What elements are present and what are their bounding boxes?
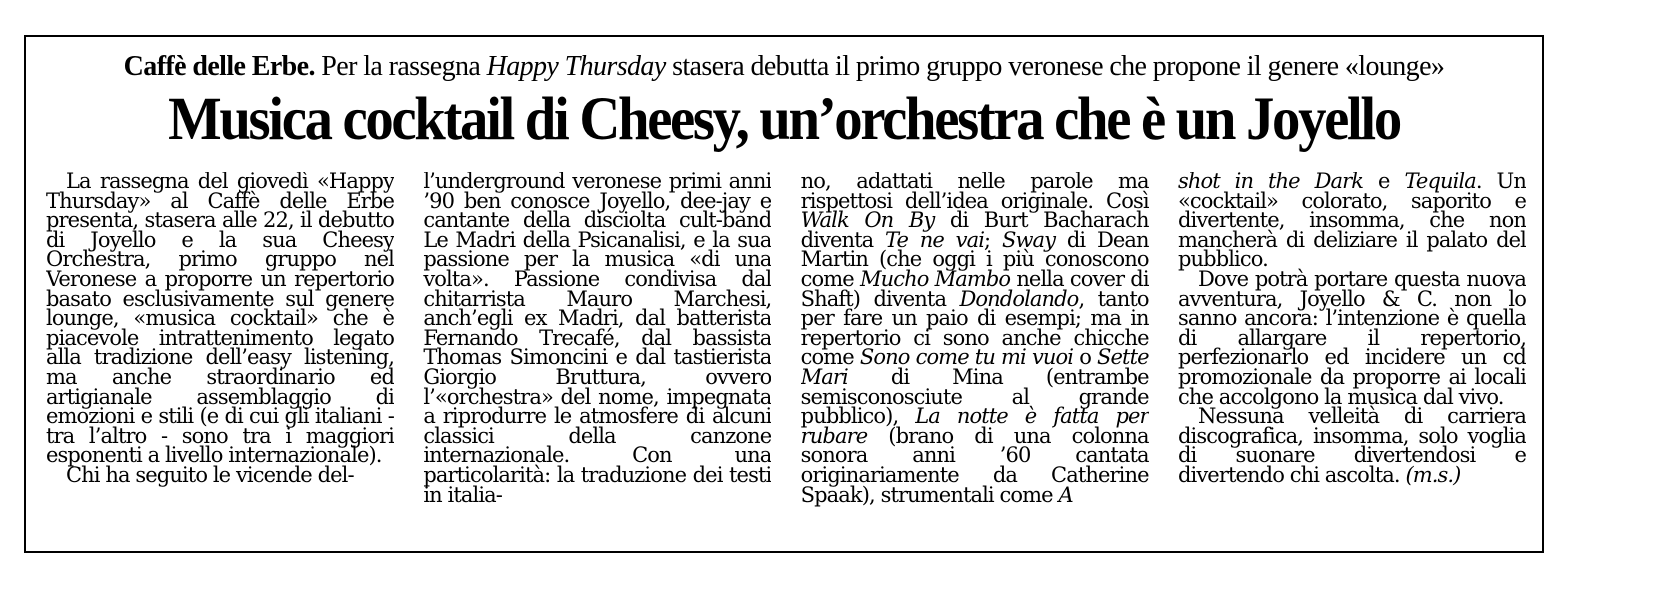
paragraph: l’underground veronese primi anni ’90 ben conosce Joyello, dee-jay e cantante della disciolta cult-band Le Madri della Psicanalisi, e la sua passione per la musica «di una volta». Passione condivisa dal chitarrista Mauro Marchesi, anch’egli ex Madri, dal batterista Fernando Trecafé, dal bassista Thomas Simoncini e dal tastierista Giorgio Bruttura, ovvero l’«orchestra» del nome, impegnata a riprodurre le atmosfere di alcuni classici della canzone internazionale. Con una particolarità: la traduzione dei testi in italia-: [423, 172, 772, 507]
author-initials: (m.s.): [1405, 462, 1461, 487]
paragraph: Chi ha seguito le vicende del-: [66, 462, 354, 487]
kicker-series-title: Happy Thursday: [486, 51, 666, 82]
paragraph: Nessuna velleità di carriera discografica, insomma, solo voglia di suonare divertendosi e divertendo chi ascolta. (m.s.): [1177, 404, 1526, 487]
paragraph: shot in the Dark e Tequila. Un «cocktail» colorato, saporito e divertente, insomma, che non mancherà di deliziare il palato del pubblico.: [1177, 172, 1526, 272]
article-column-1: [46, 172, 394, 542]
paragraph: Dove potrà portare questa nuova avventura, Joyello & C. non lo sanno ancora: l’intenzione è quella di allargare il repertorio, perfezionarlo ed incidere un cd promozionale da proporre ai locali che accolgono la musica dal vivo.: [1177, 266, 1526, 409]
kicker-text-before: Per la rassegna: [321, 51, 481, 82]
article-kicker: [26, 51, 1542, 83]
article-column-3: [801, 172, 1149, 542]
kicker-text-after: stasera debutta il primo gruppo veronese che propone il genere «lounge»: [672, 51, 1445, 82]
article-body: [46, 172, 1526, 542]
paragraph: La rassegna del giovedì «Happy Thursday» al Caffè delle Erbe presenta, stasera alle 22, il debutto di Joyello e la sua Cheesy Orchestra, primo gruppo nel Veronese a proporre un repertorio basato esclusivamente sul genere lounge, «musica cocktail» che è piacevole intrattenimento legato alla tradizione dell’easy listening, ma anche straordinario ed artigianale assemblaggio di emozioni e stili (e di cui gli italiani - tra l’altro - sono tra i maggiori esponenti a livello internazionale).: [46, 172, 394, 468]
article-column-2: [423, 172, 771, 542]
article-column-4: [1178, 172, 1526, 542]
article-frame: [24, 35, 1544, 553]
article-headline: Musica cocktail di Cheesy, un’orchestra che è un Joyello: [168, 86, 1400, 153]
kicker-place: Caffè delle Erbe.: [123, 51, 315, 82]
paragraph: no, adattati nelle parole ma rispettosi dell’idea originale. Così Walk On By di Burt Bacharach diventa Te ne vai; Sway di Dean Martin (che oggi i più conoscono come Mucho Mambo nella cover di Shaft) diventa Dondolando, tanto per fare un paio di esempi; ma in repertorio ci sono anche chicche come Sono come tu mi vuoi o Sette Mari di Mina (entrambe semisconosciute al grande pubblico), La notte è fatta per rubare (brano di una colonna sonora anni ’60 cantata originariamente da Catherine Spaak), strumentali come A: [800, 172, 1149, 507]
